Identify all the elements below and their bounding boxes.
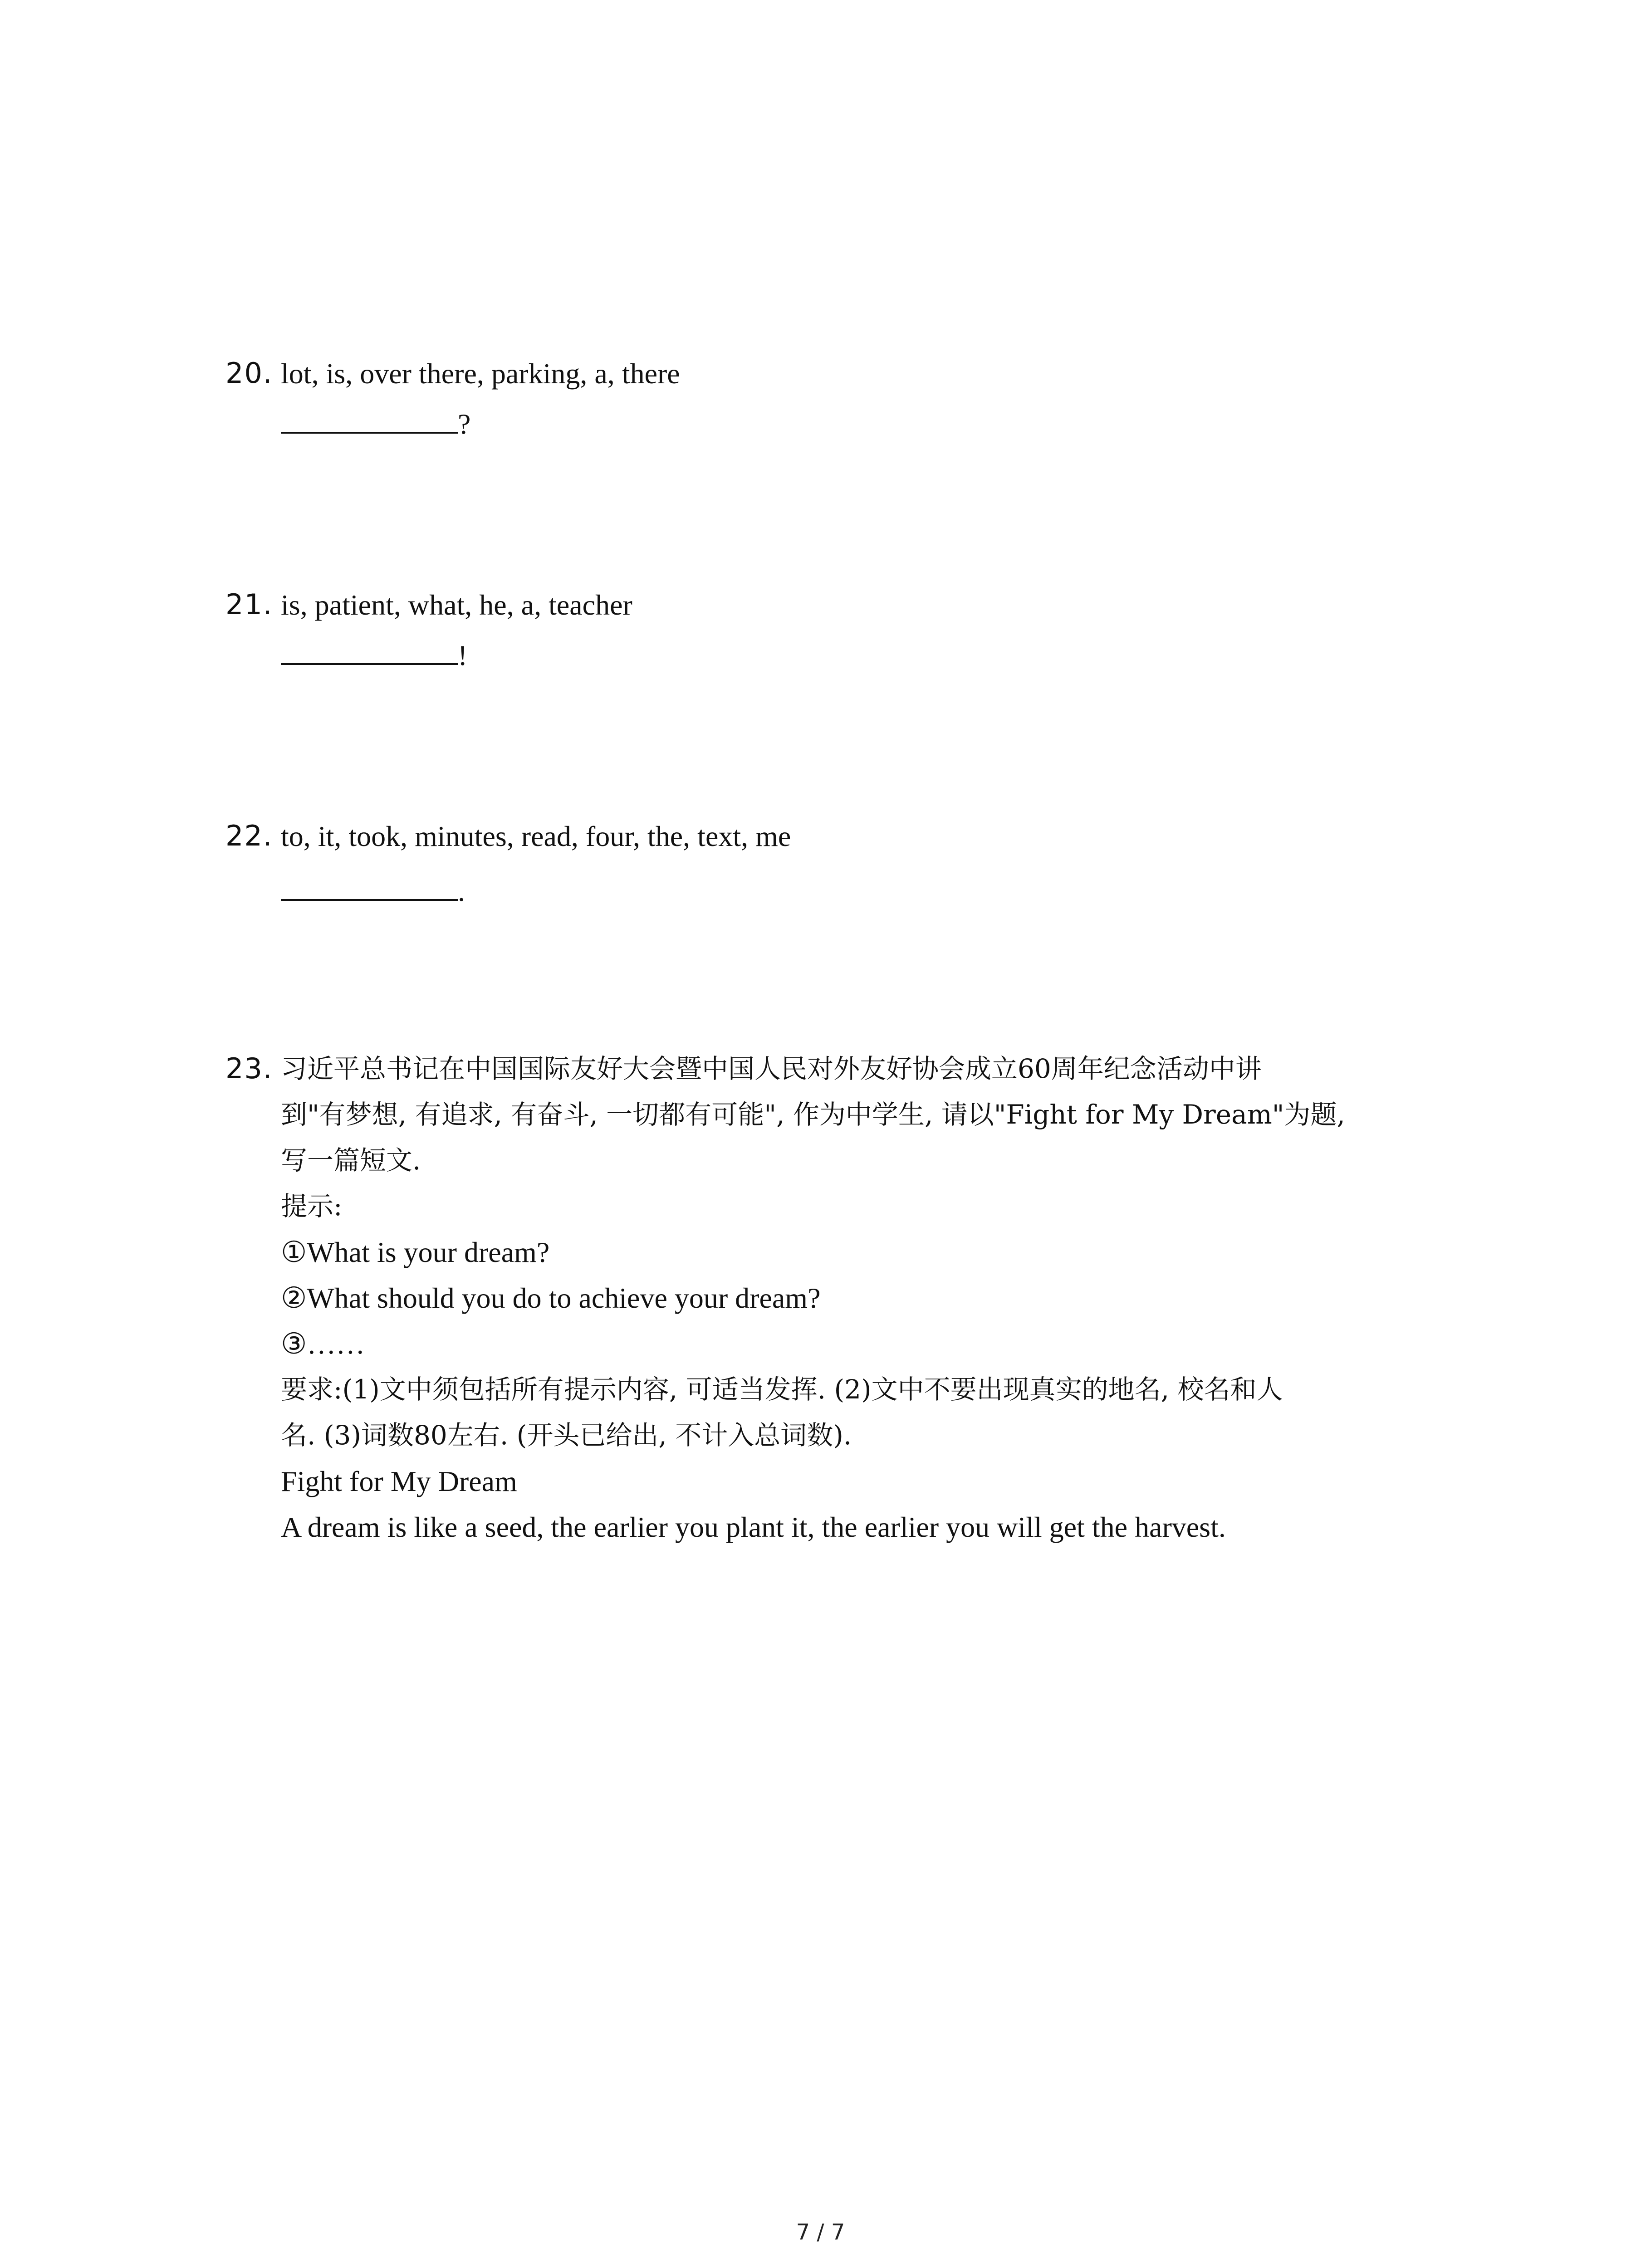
essay-intro-line: 习近平总书记在中国国际友好大会暨中国人民对外友好协会成立60周年纪念活动中讲 [281,1053,1262,1084]
end-punctuation: . [458,875,465,907]
question-number: 23. [225,1052,273,1085]
question-number: 21. [225,588,273,621]
question-21 [225,582,1450,678]
question-23 [225,1046,1450,1550]
hint-item: ①What is your dream? [281,1236,550,1268]
answer-line [281,400,1450,447]
answer-line [281,867,1450,914]
word-prompt: is, patient, what, he, a, teacher [281,589,632,621]
hint-item: ③…… [281,1328,365,1360]
question-20 [225,351,1450,447]
answer-blank[interactable] [281,631,458,665]
end-punctuation: ? [458,408,471,440]
word-prompt: lot, is, over there, parking, a, there [281,357,680,390]
essay-opening-sentence: A dream is like a seed, the earlier you plant it, the earlier you will get the harvest. [281,1511,1226,1543]
essay-intro-line: 写一篇短文. [281,1145,421,1176]
requirement-line: 要求:(1)文中须包括所有提示内容, 可适当发挥. (2)文中不要出现真实的地名, 校名和人 [281,1374,1283,1405]
requirement-line: 名. (3)词数80左右. (开头已给出, 不计入总词数). [281,1420,852,1451]
answer-line [281,631,1450,678]
hint-label: 提示: [281,1191,343,1222]
answer-blank[interactable] [281,867,458,901]
page-number: 7 / 7 [796,2219,845,2245]
essay-intro-line: 到"有梦想, 有追求, 有奋斗, 一切都有可能", 作为中学生, 请以"Fight for My Dream"为题, [281,1099,1345,1130]
question-22 [225,813,1450,914]
question-number: 22. [225,819,273,852]
question-number: 20. [225,357,273,390]
essay-title: Fight for My Dream [281,1465,517,1497]
word-prompt: to, it, took, minutes, read, four, the, text, me [281,820,791,852]
end-punctuation: ! [458,639,468,671]
hint-item: ②What should you do to achieve your dream? [281,1282,821,1314]
answer-blank[interactable] [281,400,458,434]
